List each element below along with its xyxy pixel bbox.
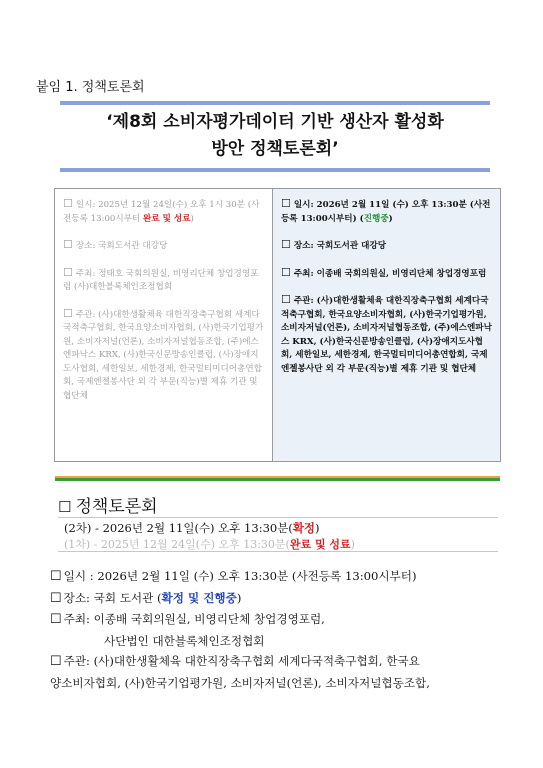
current-organizers: ☐ 주관: (사)대한생활체육 대한직장축구협회 세계다국적축구협회, 한국요양소비자협회, (사)한국기업평가원, 소비자저널(언론), 소비자저널협동조합, (주)에스엔파낙스 KRX, (사)한국신문방송인클럽, (사)장애지도사협회, 세한일보, 세한경제, 한국멀티미디어총연합회, 국제엔젤봉사단 외 각 부문(직능)별 제휴 기관 및 협단체 <box>281 293 492 374</box>
round2-status: 확정 <box>292 521 316 535</box>
checkbox-icon: ☐ <box>281 265 291 279</box>
detail-organizers-continued: 양소비자협회, (사)한국기업평가원, 소비자저널(언론), 소비자저널협동조합, <box>50 675 430 690</box>
detail-host: ☐ 주최: 이종배 국회의원실, 비영리단체 창업경영포럼, <box>50 612 325 627</box>
checkbox-icon: ☐ <box>281 238 291 251</box>
current-host: ☐ 주최: 이종배 국회의원실, 비영리단체 창업경영포럼 <box>281 265 487 279</box>
comparison-boxes <box>54 188 501 462</box>
round2-schedule: (2차) - 2026년 2월 11일(수) 오후 13:30분(확정) <box>64 521 320 535</box>
past-venue: ☐ 장소: 국회도서관 대강당 <box>63 238 168 251</box>
title-bar-top <box>60 101 490 105</box>
page-title-line2: 방안 정책토론회’ <box>211 139 339 159</box>
past-organizers: ☐ 주관: (사)대한생활체육 대한직장축구협회 세계다국적축구협회, 한국요양소비자협회, (사)한국기업평가원, 소비자저널(언론), 소비자저널협동조합, (주)에스엔파낙스 KRX, (사)한국신문방송인클럽, (사)장애지도사협회, 세한일보, 세한경제, 한국멀티미디어총연합회, 국제엔젤봉사단 외 각 부문(직능)별 제휴 기관 및 협단체 <box>63 306 264 401</box>
checkbox-icon: ☐ <box>50 569 62 584</box>
detail-date: ☐ 일시 : 2026년 2월 11일 (수) 오후 13:30분 (사전등록 13:00시부터) <box>50 569 417 584</box>
attachment-label: 붙임 1. 정책토론회 <box>36 80 145 95</box>
past-host: ☐ 주최: 정태호 국회의원실, 비영리단체 창업경영포럼 (사)대한블록체인조정협회 <box>63 265 259 292</box>
page-title-line1: ‘제8회 소비자평가데이터 기반 생산자 활성화 <box>106 112 444 132</box>
section-divider-green <box>55 478 500 481</box>
checkbox-icon: ☐ <box>63 265 73 279</box>
past-date: ☐ 일시: 2025년 12월 24일(수) 오후 1시 30분 (사전등록 13:00시부터 완료 및 성료) <box>63 197 260 224</box>
section-rule-bottom <box>58 551 498 552</box>
round1-status: 완료 및 성료 <box>289 538 351 551</box>
detail-venue-status: 확정 및 진행중 <box>161 590 237 605</box>
title-bar-bottom <box>60 168 490 172</box>
detail-organizers: ☐ 주관: (사)대한생활체육 대한직장축구협회 세계다국적축구협회, 한국요 <box>50 654 420 669</box>
section-rule-top <box>58 517 498 518</box>
section-title: ☐ 정책토론회 <box>58 497 158 517</box>
checkbox-icon: ☐ <box>63 306 73 320</box>
current-date-status: 진행중 <box>363 213 389 224</box>
checkbox-icon: ☐ <box>281 197 291 210</box>
current-event-box <box>273 189 500 461</box>
checkbox-icon: ☐ <box>63 197 73 210</box>
checkbox-icon: ☐ <box>50 590 62 606</box>
checkbox-icon: ☐ <box>281 293 291 306</box>
past-event-box <box>55 189 273 461</box>
round1-schedule: (1차) - 2025년 12월 24일(수) 오후 13:30분(완료 및 성료) <box>64 538 355 551</box>
current-venue: ☐ 장소: 국회도서관 대강당 <box>281 238 387 251</box>
detail-host-continued: 사단법인 대한블록체인조정협회 <box>104 633 265 648</box>
checkbox-icon: ☐ <box>63 238 73 251</box>
event-details <box>50 566 500 693</box>
detail-venue: ☐ 장소: 국회 도서관 (확정 및 진행중) <box>50 590 242 606</box>
past-date-status: 완료 및 성료 <box>143 213 191 224</box>
current-date: ☐ 일시: 2026년 2월 11일 (수) 오후 13:30분 (사전등록 13:00시부터) (진행중) <box>281 197 491 224</box>
checkbox-icon: ☐ <box>50 654 62 669</box>
checkbox-icon: ☐ <box>58 498 72 516</box>
checkbox-icon: ☐ <box>50 612 62 627</box>
